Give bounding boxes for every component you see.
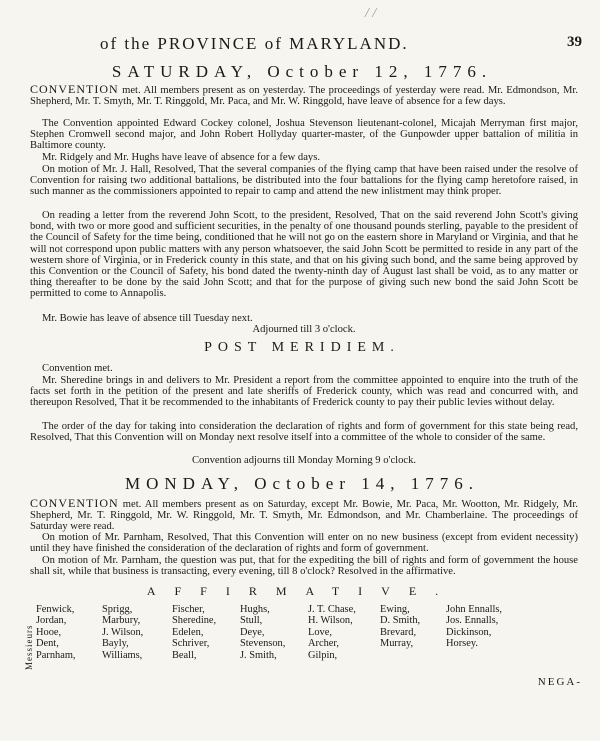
- running-title: of the PROVINCE of MARYLAND.: [100, 34, 409, 53]
- saturday-para-2: The Convention appointed Edward Cockey colonel, Joshua Stevenson lieutenant-colonel, Micajah Merryman first major, Stephen Cromwell second major, and John Robert Hollyday quarter-master, of the Gunpowder upper battalion of militia in Baltimore county.: [30, 118, 578, 152]
- voter-name: Sprigg,: [102, 604, 133, 615]
- voter-name: Stevenson,: [240, 638, 286, 650]
- saturday-para-3: Mr. Ridgely and Mr. Hughs have leave of absence for a few days.: [42, 152, 321, 163]
- monday-para-1: CONVENTION met. All members present as on Saturday, except Mr. Bowie, Mr. Paca, Mr. Wootton, Mr. Ridgely, Mr. Shepherd, Mr. T. Ringgold, Mr. W. Ringgold, Mr. T. Smyth, Mr. Edmondson, and Mr. Chamberlaine. The proceedings of Saturday were read.: [30, 496, 578, 533]
- affirmative-column-3: [172, 604, 216, 661]
- pm-para-3: The order of the day for taking into consideration the declaration of rights and form of government for this state being read, Resolved, That this Convention will on Monday next resolve itself into a committee of the whole to consider of the same.: [30, 421, 578, 444]
- affirmative-column-2: [102, 604, 143, 661]
- voter-name: Edelen,: [172, 626, 204, 638]
- voter-name: H. Wilson,: [308, 615, 353, 627]
- monday-para-3: On motion of Mr. Parnham, the question was put, that for the expediting the bill of rights and form of government the house shall sit, while that business is transacting, every evening, till 8 o'clock? Resolved in the affirmative.: [30, 555, 578, 578]
- pm-para-1: Convention met.: [42, 363, 113, 374]
- voter-name: Gilpin,: [308, 649, 338, 661]
- saturday-para-1: CONVENTION met. All members present as on yesterday. The proceedings of yesterday were read. Mr. Edmondson, Mr. Shepherd, Mr. T. Smyth, Mr. T. Ringgold, Mr. Paca, and Mr. W. Ringgold, have leave of absence for a few days.: [30, 82, 578, 108]
- voter-name: Jordan,: [36, 615, 67, 627]
- voter-name: D. Smith,: [380, 615, 421, 627]
- post-meridiem-heading: POST MERIDIEM.: [204, 340, 400, 355]
- voter-name: Schriver,: [172, 638, 210, 650]
- affirmative-column-7: [446, 604, 502, 650]
- pm-para-2: Mr. Sheredine brings in and delivers to Mr. President a report from the committee appointed to enquire into the truth of the facts set forth in the petition of the present and late sheriffs of Frederick county, which was read and concurred with, and thereupon Resolved, That it be recommended to the inhabitants of Frederick county to pay their public levies without delay.: [30, 375, 578, 409]
- voter-name: John Ennalls,: [446, 604, 502, 615]
- saturday-adjourned: Adjourned till 3 o'clock.: [252, 324, 356, 335]
- saturday-para-6: Mr. Bowie has leave of absence till Tuesday next.: [42, 313, 253, 324]
- voter-name: Dent,: [36, 638, 59, 650]
- affirmative-heading: AFFIRMATIVE.: [146, 584, 458, 598]
- pencil-marginalia: / /: [365, 6, 377, 21]
- saturday-date-line: SATURDAY, October 12, 1776.: [111, 62, 493, 81]
- book-page: [22, 0, 582, 741]
- voter-name: Marbury,: [102, 615, 141, 627]
- voter-name: Deye,: [240, 626, 265, 638]
- voter-name: J. Wilson,: [102, 626, 144, 638]
- messieurs-side-label: Messieurs: [24, 624, 34, 670]
- saturday-para-5: On reading a letter from the reverend John Scott, to the president, Resolved, That on the said reverend John Scott's giving bond, with two or more good and sufficient securities, in the penalty of one thousand pounds sterling, payable to the president of the Council of Safety for the time being, conditioned that he will not go on the eastern shore in Maryland or Virginia, and that he will not correspond upon public matters with any person whatsoever, the said John Scott be permitted to reside in any part of the western shore of Virginia, or in Frederick county in this state, and that on his giving such bond, and the same being approved by this Convention or the Council of Safety, his bond dated the twenty-ninth day of August last shall be void, as to any matter or thing thereafter to be done by the said John Scott; and that for the purpose of giving such new bond the said John Scott be permitted to come to Annapolis.: [30, 210, 578, 300]
- saturday-para-4: On motion of Mr. J. Hall, Resolved, That the several companies of the flying camp that have been raised under the resolve of Convention for raising two additional battalions, be distributed into the four battalions for the flying camp heretofore raised, in such manner as the commissioners appointed to repair to camp and attend the new inlistment may think proper.: [30, 164, 578, 198]
- pm-adjourned: Convention adjourns till Monday Morning 9 o'clock.: [191, 455, 417, 466]
- voter-name: Murray,: [380, 638, 414, 650]
- voter-name: Hughs,: [240, 604, 270, 615]
- voter-name: Archer,: [308, 638, 340, 650]
- page-number: 39: [567, 34, 582, 50]
- voter-name: Brevard,: [380, 626, 417, 638]
- voter-name: Horsey.: [446, 638, 478, 650]
- voter-name: Fischer,: [172, 604, 205, 615]
- affirmative-column-6: [380, 604, 420, 650]
- voter-name: Stull,: [240, 615, 263, 627]
- voter-name: Love,: [308, 626, 332, 638]
- monday-para-2: On motion of Mr. Parnham, Resolved, That this Convention will enter on no new business (except from evident necessity) until they have finished the consideration of the declaration of rights and form of government.: [30, 532, 578, 555]
- voter-name: Beall,: [172, 649, 197, 661]
- voter-name: Hooe,: [36, 626, 62, 638]
- voter-name: Parnham,: [36, 649, 76, 661]
- catchword: NEGA-: [537, 676, 582, 688]
- voter-name: Jos. Ennalls,: [446, 615, 499, 627]
- affirmative-column-5: [308, 604, 356, 661]
- voter-name: Ewing,: [380, 604, 410, 615]
- voter-name: Dickinson,: [446, 626, 492, 638]
- voter-name: J. Smith,: [240, 649, 277, 661]
- voter-name: J. T. Chase,: [308, 604, 356, 615]
- voter-name: Bayly,: [102, 638, 129, 650]
- running-head: [100, 34, 582, 56]
- voter-name: Sheredine,: [172, 615, 217, 627]
- voter-name: Fenwick,: [36, 604, 75, 615]
- voter-name: Williams,: [102, 649, 143, 661]
- affirmative-column-1: [36, 604, 76, 661]
- monday-date-line: MONDAY, October 14, 1776.: [125, 474, 479, 493]
- affirmative-column-4: [240, 604, 285, 661]
